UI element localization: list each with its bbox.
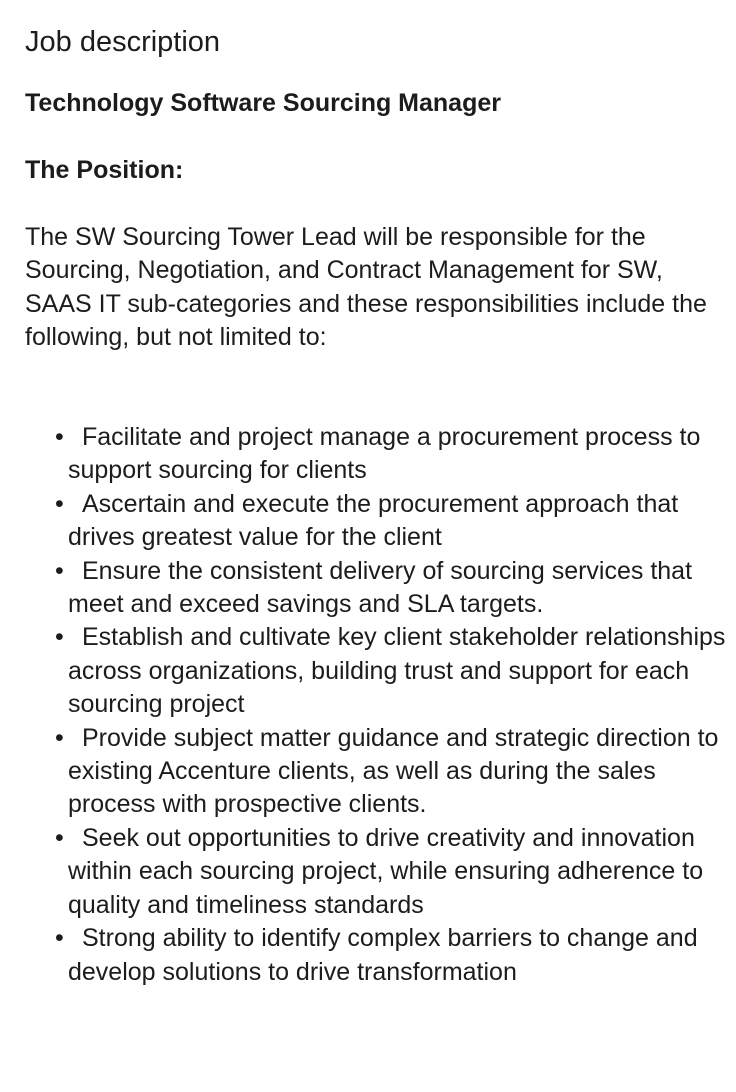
intro-paragraph: The SW Sourcing Tower Lead will be responsible for the Sourcing, Negotiation, and Contract Management for SW, SAAS IT sub-categories and these responsibilities include the following, but not limited to: [25,223,707,352]
bullet-icon: • [55,423,64,451]
list-item [0,555,736,622]
bullet-icon: • [55,623,64,652]
list-item-text: Facilitate and project manage a procurement process to support sourcing for clients [68,423,701,485]
list-item [0,621,736,721]
list-item-text: Ensure the consistent delivery of sourcing services that meet and exceed savings and SLA targets. [68,556,693,619]
bullet-icon: • [55,924,64,953]
list-item [0,421,736,488]
list-item [0,488,736,555]
section-heading: Job description [25,26,221,58]
list-item-text: Provide subject matter guidance and strategic direction to existing Accenture clients, as well as during the sales process with prospective clients. [68,723,719,819]
bullet-icon: • [55,723,64,752]
bullet-icon: • [55,823,64,852]
bullet-icon: • [55,556,64,585]
list-item-text: Ascertain and execute the procurement approach that drives greatest value for the client [68,489,679,552]
list-item [0,822,736,922]
list-item [0,722,736,822]
bullet-icon: • [55,489,64,518]
responsibilities-list [0,421,736,989]
list-item-text: Seek out opportunities to drive creativity and innovation within each sourcing project, while ensuring adherence to quality and timeliness standards [68,823,704,919]
list-item-text: Establish and cultivate key client stakeholder relationships across organizations, building trust and support for each sourcing project [68,623,726,719]
list-item [0,922,736,989]
job-title: Technology Software Sourcing Manager [25,89,501,117]
position-label: The Position: [25,156,184,184]
list-item-text: Strong ability to identify complex barriers to change and develop solutions to drive transformation [68,924,698,986]
